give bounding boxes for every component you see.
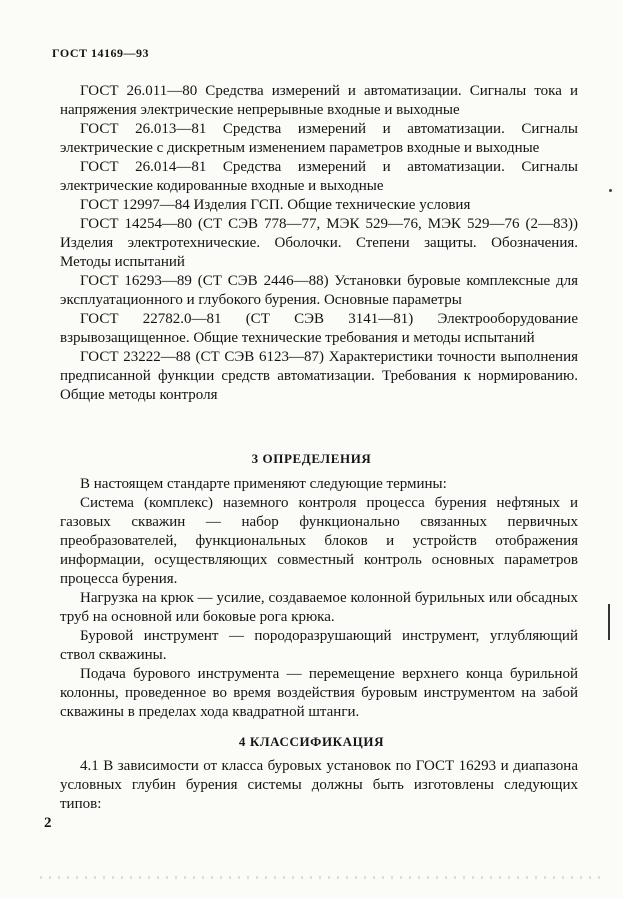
definition-paragraph: В настоящем стандарте применяют следующие термины:	[80, 476, 447, 492]
reference-item: ГОСТ 14254—80 (СТ СЭВ 778—77, МЭК 529—76, МЭК 529—76 (2—83)) Изделия электротехнические. Оболочки. Степени защиты. Обозначения. Методы испытаний	[60, 216, 578, 270]
classification-paragraph: 4.1 В зависимости от класса буровых установок по ГОСТ 16293 и диапазона условных глубин бурения системы должны быть изготовлены следующих типов:	[60, 758, 578, 812]
reference-item: ГОСТ 12997—84 Изделия ГСП. Общие технические условия	[80, 197, 471, 213]
definition-paragraph: Подача бурового инструмента — перемещение верхнего конца бурильной колонны, проведенное во время воздействия буровым инструментом на забой скважины в пределах хода квадратной штанги.	[60, 666, 578, 720]
scan-noise-strip	[40, 876, 600, 879]
page-number: 2	[44, 815, 52, 831]
section-4-body	[60, 757, 578, 814]
reference-item: ГОСТ 23222—88 (СТ СЭВ 6123—87) Характеристики точности выполнения предписанной функции средств автоматизации. Требования к нормированию. Общие методы контроля	[60, 349, 578, 403]
section-4-heading: 4 КЛАССИФИКАЦИЯ	[238, 734, 385, 749]
section-3-heading: 3 ОПРЕДЕЛЕНИЯ	[251, 451, 372, 466]
definition-paragraph: Нагрузка на крюк — усилие, создаваемое колонной бурильных или обсадных труб на основной или боковые рога крюка.	[60, 590, 578, 625]
scan-speck	[609, 189, 612, 192]
reference-item: ГОСТ 26.014—81 Средства измерений и автоматизации. Сигналы электрические кодированные входные и выходные	[60, 159, 578, 194]
page-header: ГОСТ 14169—93	[52, 46, 149, 60]
reference-item: ГОСТ 16293—89 (СТ СЭВ 2446—88) Установки буровые комплексные для эксплуатационного и глубокого бурения. Основные параметры	[60, 273, 578, 308]
reference-item: ГОСТ 26.011—80 Средства измерений и автоматизации. Сигналы тока и напряжения электрические непрерывные входные и выходные	[60, 83, 578, 118]
margin-scan-mark	[608, 604, 610, 640]
reference-item: ГОСТ 26.013—81 Средства измерений и автоматизации. Сигналы электрические с дискретным изменением параметров входные и выходные	[60, 121, 578, 156]
reference-item: ГОСТ 22782.0—81 (СТ СЭВ 3141—81) Электрооборудование взрывозащищенное. Общие технические требования и методы испытаний	[60, 311, 578, 346]
normative-references	[60, 82, 578, 405]
definition-paragraph: Система (комплекс) наземного контроля процесса бурения нефтяных и газовых скважин — набор функционально связанных первичных преобразователей, функциональных блоков и устройств отображения информации, осуществляющих совместный контроль основных параметров процесса бурения.	[60, 495, 578, 587]
definition-paragraph: Буровой инструмент — породоразрушающий инструмент, углубляющий ствол скважины.	[60, 628, 578, 663]
section-3-body	[60, 475, 578, 722]
